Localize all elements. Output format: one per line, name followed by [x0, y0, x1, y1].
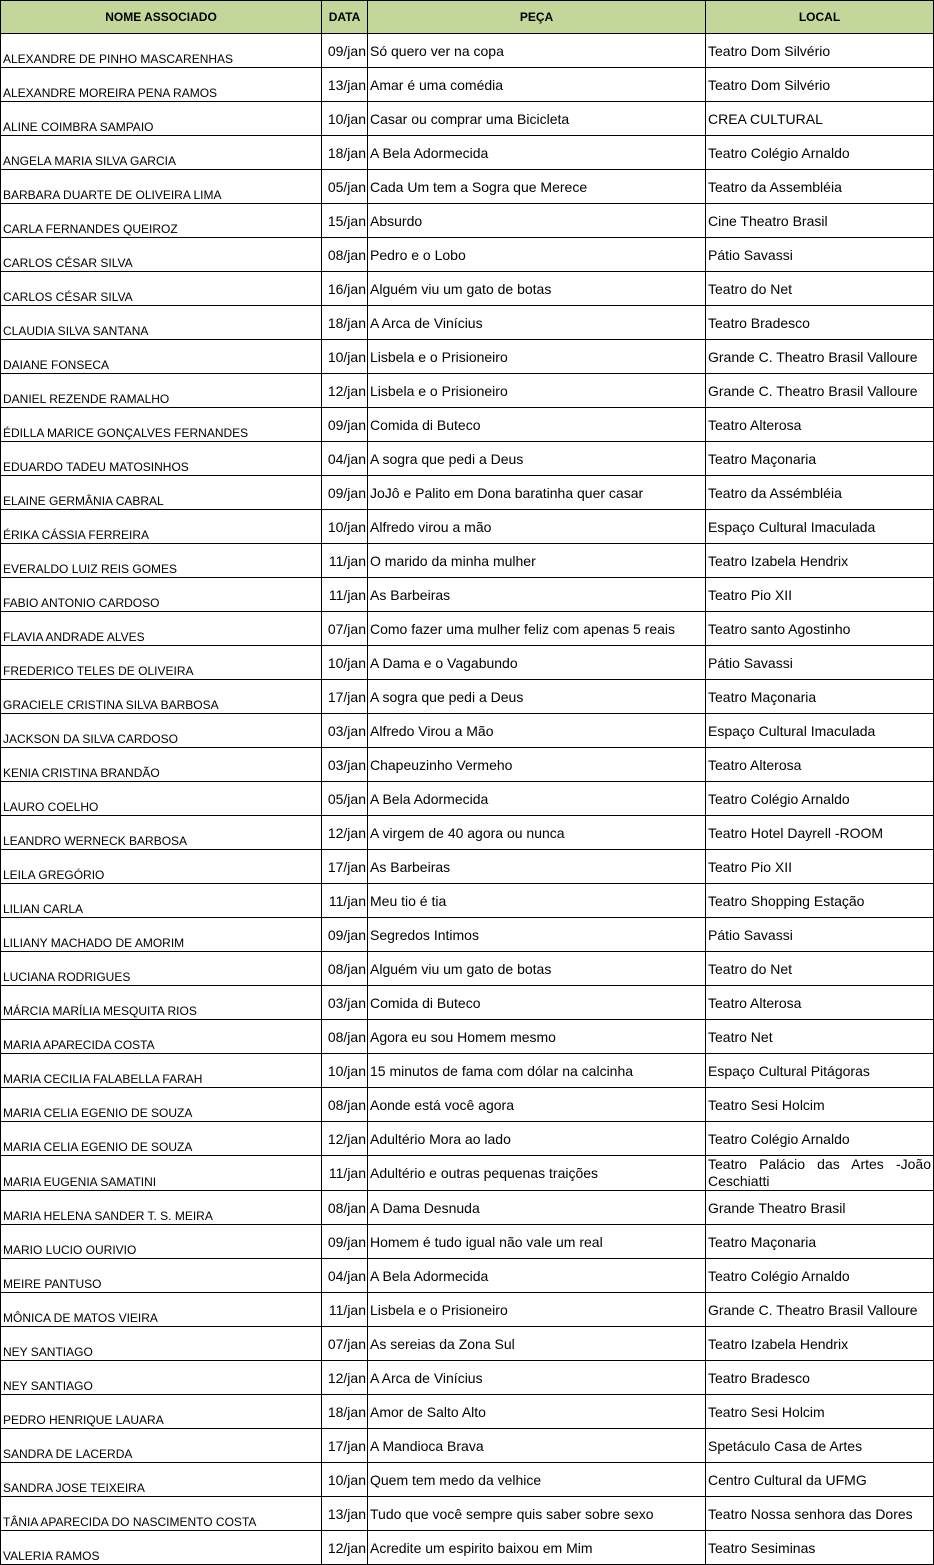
cell-local[interactable]: Teatro Dom Silvério	[706, 34, 934, 68]
cell-play[interactable]: Acredite um espirito baixou em Mim	[368, 1531, 706, 1565]
cell-local[interactable]: Cine Theatro Brasil	[706, 204, 934, 238]
cell-play[interactable]: JoJô e Palito em Dona baratinha quer casar	[368, 476, 706, 510]
table-row	[1, 34, 934, 68]
cell-name[interactable]: KENIA CRISTINA BRANDÃO	[1, 748, 322, 782]
table-header	[1, 1, 934, 34]
cell-play[interactable]: Casar ou comprar uma Bicicleta	[368, 102, 706, 136]
cell-play[interactable]: 15 minutos de fama com dólar na calcinha	[368, 1054, 706, 1088]
cell-name[interactable]: FLAVIA ANDRADE ALVES	[1, 612, 322, 646]
table-row	[1, 374, 934, 408]
cell-name[interactable]: GRACIELE CRISTINA SILVA BARBOSA	[1, 680, 322, 714]
table-row	[1, 1088, 934, 1122]
cell-date[interactable]: 12/jan	[322, 1531, 368, 1565]
cell-local[interactable]: Grande C. Theatro Brasil Valloure	[706, 340, 934, 374]
cell-date[interactable]: 12/jan	[322, 374, 368, 408]
cell-name[interactable]: NEY SANTIAGO	[1, 1327, 322, 1361]
cell-play[interactable]: Quem tem medo da velhice	[368, 1463, 706, 1497]
cell-date[interactable]: 03/jan	[322, 986, 368, 1020]
cell-play[interactable]: As Barbeiras	[368, 850, 706, 884]
cell-local[interactable]: Teatro Colégio Arnaldo	[706, 1259, 934, 1293]
cell-date[interactable]: 09/jan	[322, 408, 368, 442]
cell-play[interactable]: Adultério e outras pequenas traições	[368, 1156, 706, 1191]
cell-local[interactable]: Pátio Savassi	[706, 646, 934, 680]
table-row	[1, 442, 934, 476]
cell-name[interactable]: MARIA APARECIDA COSTA	[1, 1020, 322, 1054]
table-row	[1, 1054, 934, 1088]
cell-name[interactable]: NEY SANTIAGO	[1, 1361, 322, 1395]
cell-date[interactable]: 15/jan	[322, 204, 368, 238]
cell-date[interactable]: 11/jan	[322, 884, 368, 918]
cell-name[interactable]: LILIAN CARLA	[1, 884, 322, 918]
cell-local[interactable]: Centro Cultural da UFMG	[706, 1463, 934, 1497]
cell-local[interactable]: Espaço Cultural Imaculada	[706, 714, 934, 748]
cell-play[interactable]: Comida di Buteco	[368, 986, 706, 1020]
cell-date[interactable]: 13/jan	[322, 1497, 368, 1531]
cell-date[interactable]: 10/jan	[322, 102, 368, 136]
cell-play[interactable]: Lisbela e o Prisioneiro	[368, 340, 706, 374]
cell-play[interactable]: Homem é tudo igual não vale um real	[368, 1225, 706, 1259]
table-row	[1, 578, 934, 612]
cell-play[interactable]: A Dama e o Vagabundo	[368, 646, 706, 680]
table-row	[1, 1259, 934, 1293]
cell-local[interactable]: Grande C. Theatro Brasil Valloure	[706, 374, 934, 408]
table-row	[1, 1191, 934, 1225]
cell-local[interactable]: Teatro Sesi Holcim	[706, 1088, 934, 1122]
cell-play[interactable]: Absurdo	[368, 204, 706, 238]
table-row	[1, 816, 934, 850]
cell-play[interactable]: A Mandioca Brava	[368, 1429, 706, 1463]
cell-name[interactable]: SANDRA JOSE TEIXEIRA	[1, 1463, 322, 1497]
cell-play[interactable]: Alguém viu um gato de botas	[368, 952, 706, 986]
cell-play[interactable]: Pedro e o Lobo	[368, 238, 706, 272]
cell-name[interactable]: MEIRE PANTUSO	[1, 1259, 322, 1293]
cell-local[interactable]: Grande C. Theatro Brasil Valloure	[706, 1293, 934, 1327]
table-row	[1, 1225, 934, 1259]
table-row	[1, 1293, 934, 1327]
table-row	[1, 1122, 934, 1156]
cell-play[interactable]: Alfredo virou a mão	[368, 510, 706, 544]
cell-date[interactable]: 11/jan	[322, 544, 368, 578]
cell-play[interactable]: Adultério Mora ao lado	[368, 1122, 706, 1156]
cell-local[interactable]: Teatro Colégio Arnaldo	[706, 1122, 934, 1156]
cell-play[interactable]: As Barbeiras	[368, 578, 706, 612]
table-row	[1, 714, 934, 748]
table-row	[1, 102, 934, 136]
cell-date[interactable]: 12/jan	[322, 816, 368, 850]
cell-local[interactable]: Teatro Colégio Arnaldo	[706, 136, 934, 170]
cell-name[interactable]: FREDERICO TELES DE OLIVEIRA	[1, 646, 322, 680]
cell-name[interactable]: ÉRIKA CÁSSIA FERREIRA	[1, 510, 322, 544]
cell-name[interactable]: ÉDILLA MARICE GONÇALVES FERNANDES	[1, 408, 322, 442]
table-row	[1, 1497, 934, 1531]
table-row	[1, 952, 934, 986]
table-row	[1, 1395, 934, 1429]
cell-name[interactable]: JACKSON DA SILVA CARDOSO	[1, 714, 322, 748]
cell-date[interactable]: 10/jan	[322, 646, 368, 680]
cell-name[interactable]: LEILA GREGÓRIO	[1, 850, 322, 884]
table-row	[1, 1463, 934, 1497]
cell-play[interactable]: Agora eu sou Homem mesmo	[368, 1020, 706, 1054]
table-row	[1, 1361, 934, 1395]
cell-date[interactable]: 10/jan	[322, 340, 368, 374]
cell-name[interactable]: BARBARA DUARTE DE OLIVEIRA LIMA	[1, 170, 322, 204]
table-row	[1, 204, 934, 238]
cell-play[interactable]: Alfredo Virou a Mão	[368, 714, 706, 748]
cell-play[interactable]: A Bela Adormecida	[368, 136, 706, 170]
cell-date[interactable]: 08/jan	[322, 1088, 368, 1122]
cell-name[interactable]: MARIA HELENA SANDER T. S. MEIRA	[1, 1191, 322, 1225]
cell-name[interactable]: TÂNIA APARECIDA DO NASCIMENTO COSTA	[1, 1497, 322, 1531]
cell-date[interactable]: 08/jan	[322, 1191, 368, 1225]
cell-local[interactable]: Grande Theatro Brasil	[706, 1191, 934, 1225]
cell-local[interactable]: Teatro Sesiminas	[706, 1531, 934, 1565]
cell-date[interactable]: 03/jan	[322, 714, 368, 748]
cell-play[interactable]: Amor de Salto Alto	[368, 1395, 706, 1429]
cell-play[interactable]: Cada Um tem a Sogra que Merece	[368, 170, 706, 204]
cell-date[interactable]: 10/jan	[322, 1463, 368, 1497]
table-row	[1, 306, 934, 340]
cell-play[interactable]: As sereias da Zona Sul	[368, 1327, 706, 1361]
cell-date[interactable]: 08/jan	[322, 1020, 368, 1054]
cell-name[interactable]: ELAINE GERMÂNIA CABRAL	[1, 476, 322, 510]
header-local[interactable]: LOCAL	[706, 1, 934, 34]
cell-play[interactable]: A sogra que pedi a Deus	[368, 442, 706, 476]
table-row	[1, 476, 934, 510]
cell-local[interactable]: Teatro Izabela Hendrix	[706, 544, 934, 578]
cell-local[interactable]: Teatro Nossa senhora das Dores	[706, 1497, 934, 1531]
cell-name[interactable]: SANDRA DE LACERDA	[1, 1429, 322, 1463]
cell-name[interactable]: MARIO LUCIO OURIVIO	[1, 1225, 322, 1259]
cell-name[interactable]: DAIANE FONSECA	[1, 340, 322, 374]
cell-date[interactable]: 03/jan	[322, 748, 368, 782]
table-row	[1, 408, 934, 442]
header-row	[1, 1, 934, 34]
cell-local[interactable]: Teatro Bradesco	[706, 1361, 934, 1395]
cell-date[interactable]: 11/jan	[322, 1156, 368, 1191]
cell-name[interactable]: DANIEL REZENDE RAMALHO	[1, 374, 322, 408]
cell-name[interactable]: CARLA FERNANDES QUEIROZ	[1, 204, 322, 238]
cell-local[interactable]: Teatro santo Agostinho	[706, 612, 934, 646]
cell-name[interactable]: LILIANY MACHADO DE AMORIM	[1, 918, 322, 952]
cell-local[interactable]: Teatro Palácio das Artes -João Ceschiatti	[706, 1156, 934, 1191]
cell-date[interactable]: 10/jan	[322, 1054, 368, 1088]
cell-date[interactable]: 09/jan	[322, 34, 368, 68]
table-row	[1, 1429, 934, 1463]
cell-play[interactable]: Amar é uma comédia	[368, 68, 706, 102]
cell-local[interactable]: Espaço Cultural Imaculada	[706, 510, 934, 544]
table-row	[1, 170, 934, 204]
cell-play[interactable]: A Arca de Vinícius	[368, 306, 706, 340]
cell-local[interactable]: Pátio Savassi	[706, 918, 934, 952]
cell-name[interactable]: ANGELA MARIA SILVA GARCIA	[1, 136, 322, 170]
cell-date[interactable]: 18/jan	[322, 1395, 368, 1429]
cell-name[interactable]: FABIO ANTONIO CARDOSO	[1, 578, 322, 612]
cell-local[interactable]: Teatro Alterosa	[706, 408, 934, 442]
cell-date[interactable]: 17/jan	[322, 1429, 368, 1463]
table-row	[1, 272, 934, 306]
cell-name[interactable]: CARLOS CÉSAR SILVA	[1, 272, 322, 306]
cell-name[interactable]: MÔNICA DE MATOS VIEIRA	[1, 1293, 322, 1327]
cell-name[interactable]: VALERIA RAMOS	[1, 1531, 322, 1565]
table-row	[1, 646, 934, 680]
cell-local[interactable]: CREA CULTURAL	[706, 102, 934, 136]
cell-date[interactable]: 05/jan	[322, 782, 368, 816]
cell-play[interactable]: A Dama Desnuda	[368, 1191, 706, 1225]
cell-local[interactable]: Teatro Maçonaria	[706, 680, 934, 714]
cell-name[interactable]: MARIA CELIA EGENIO DE SOUZA	[1, 1122, 322, 1156]
cell-play[interactable]: O marido da minha mulher	[368, 544, 706, 578]
cell-date[interactable]: 09/jan	[322, 476, 368, 510]
cell-name[interactable]: MARIA EUGENIA SAMATINI	[1, 1156, 322, 1191]
cell-play[interactable]: Chapeuzinho Vermeho	[368, 748, 706, 782]
table-row	[1, 1020, 934, 1054]
table-row	[1, 1531, 934, 1565]
cell-date[interactable]: 11/jan	[322, 578, 368, 612]
cell-local[interactable]: Teatro Izabela Hendrix	[706, 1327, 934, 1361]
cell-date[interactable]: 12/jan	[322, 1361, 368, 1395]
cell-date[interactable]: 09/jan	[322, 918, 368, 952]
cell-local[interactable]: Pátio Savassi	[706, 238, 934, 272]
cell-local[interactable]: Teatro do Net	[706, 272, 934, 306]
cell-name[interactable]: MARIA CELIA EGENIO DE SOUZA	[1, 1088, 322, 1122]
table-row	[1, 850, 934, 884]
table-row	[1, 986, 934, 1020]
cell-local[interactable]: Teatro Alterosa	[706, 748, 934, 782]
cell-play[interactable]: A virgem de 40 agora ou nunca	[368, 816, 706, 850]
cell-local[interactable]: Teatro Maçonaria	[706, 1225, 934, 1259]
cell-local[interactable]: Teatro do Net	[706, 952, 934, 986]
cell-local[interactable]: Teatro Pio XII	[706, 578, 934, 612]
cell-local[interactable]: Spetáculo Casa de Artes	[706, 1429, 934, 1463]
table-row	[1, 238, 934, 272]
table-row	[1, 136, 934, 170]
table-row	[1, 748, 934, 782]
cell-play[interactable]: Alguém viu um gato de botas	[368, 272, 706, 306]
table-row	[1, 544, 934, 578]
cell-date[interactable]: 17/jan	[322, 680, 368, 714]
cell-name[interactable]: ALINE COIMBRA SAMPAIO	[1, 102, 322, 136]
cell-name[interactable]: ALEXANDRE DE PINHO MASCARENHAS	[1, 34, 322, 68]
cell-local[interactable]: Teatro Sesi Holcim	[706, 1395, 934, 1429]
cell-play[interactable]: A Bela Adormecida	[368, 1259, 706, 1293]
cell-name[interactable]: PEDRO HENRIQUE LAUARA	[1, 1395, 322, 1429]
cell-play[interactable]: Como fazer uma mulher feliz com apenas 5 reais	[368, 612, 706, 646]
cell-local[interactable]: Teatro da Assembléia	[706, 170, 934, 204]
cell-date[interactable]: 07/jan	[322, 612, 368, 646]
cell-name[interactable]: LAURO COELHO	[1, 782, 322, 816]
cell-local[interactable]: Teatro Pio XII	[706, 850, 934, 884]
cell-play[interactable]: Tudo que você sempre quis saber sobre sexo	[368, 1497, 706, 1531]
cell-local[interactable]: Espaço Cultural Pitágoras	[706, 1054, 934, 1088]
table-row	[1, 340, 934, 374]
cell-local[interactable]: Teatro Net	[706, 1020, 934, 1054]
cell-date[interactable]: 13/jan	[322, 68, 368, 102]
cell-date[interactable]: 09/jan	[322, 1225, 368, 1259]
header-play[interactable]: PEÇA	[368, 1, 706, 34]
cell-date[interactable]: 08/jan	[322, 952, 368, 986]
cell-date[interactable]: 18/jan	[322, 306, 368, 340]
table-row	[1, 1156, 934, 1191]
table-row	[1, 68, 934, 102]
table-row	[1, 1327, 934, 1361]
cell-date[interactable]: 05/jan	[322, 170, 368, 204]
cell-play[interactable]: Aonde está você agora	[368, 1088, 706, 1122]
header-name[interactable]: NOME ASSOCIADO	[1, 1, 322, 34]
cell-name[interactable]: MARIA CECILIA FALABELLA FARAH	[1, 1054, 322, 1088]
cell-local[interactable]: Teatro da Assémbléia	[706, 476, 934, 510]
cell-date[interactable]: 07/jan	[322, 1327, 368, 1361]
cell-date[interactable]: 04/jan	[322, 1259, 368, 1293]
cell-play[interactable]: A Arca de Vinícius	[368, 1361, 706, 1395]
cell-date[interactable]: 17/jan	[322, 850, 368, 884]
cell-name[interactable]: ALEXANDRE MOREIRA PENA RAMOS	[1, 68, 322, 102]
cell-play[interactable]: Meu tio é tia	[368, 884, 706, 918]
table-row	[1, 680, 934, 714]
cell-play[interactable]: A sogra que pedi a Deus	[368, 680, 706, 714]
table-row	[1, 918, 934, 952]
cell-date[interactable]: 18/jan	[322, 136, 368, 170]
table-row	[1, 612, 934, 646]
cell-date[interactable]: 10/jan	[322, 510, 368, 544]
cell-name[interactable]: CARLOS CÉSAR SILVA	[1, 238, 322, 272]
cell-local[interactable]: Teatro Colégio Arnaldo	[706, 782, 934, 816]
cell-local[interactable]: Teatro Maçonaria	[706, 442, 934, 476]
cell-name[interactable]: LUCIANA RODRIGUES	[1, 952, 322, 986]
cell-name[interactable]: EVERALDO LUIZ REIS GOMES	[1, 544, 322, 578]
cell-play[interactable]: Segredos Intimos	[368, 918, 706, 952]
cell-play[interactable]: Lisbela e o Prisioneiro	[368, 1293, 706, 1327]
table-body	[1, 34, 934, 1565]
cell-date[interactable]: 12/jan	[322, 1122, 368, 1156]
cell-name[interactable]: EDUARDO TADEU MATOSINHOS	[1, 442, 322, 476]
table-row	[1, 884, 934, 918]
table-row	[1, 782, 934, 816]
cell-local[interactable]: Teatro Bradesco	[706, 306, 934, 340]
cell-local[interactable]: Teatro Shopping Estação	[706, 884, 934, 918]
cell-date[interactable]: 16/jan	[322, 272, 368, 306]
cell-play[interactable]: A Bela Adormecida	[368, 782, 706, 816]
cell-play[interactable]: Lisbela e o Prisioneiro	[368, 374, 706, 408]
cell-name[interactable]: CLAUDIA SILVA SANTANA	[1, 306, 322, 340]
cell-local[interactable]: Teatro Hotel Dayrell -ROOM	[706, 816, 934, 850]
cell-local[interactable]: Teatro Alterosa	[706, 986, 934, 1020]
table-row	[1, 510, 934, 544]
cell-local[interactable]: Teatro Dom Silvério	[706, 68, 934, 102]
cell-name[interactable]: MÁRCIA MARÍLIA MESQUITA RIOS	[1, 986, 322, 1020]
cell-date[interactable]: 11/jan	[322, 1293, 368, 1327]
cell-date[interactable]: 08/jan	[322, 238, 368, 272]
header-date[interactable]: DATA	[322, 1, 368, 34]
cell-name[interactable]: LEANDRO WERNECK BARBOSA	[1, 816, 322, 850]
cell-play[interactable]: Só quero ver na copa	[368, 34, 706, 68]
cell-date[interactable]: 04/jan	[322, 442, 368, 476]
cell-play[interactable]: Comida di Buteco	[368, 408, 706, 442]
